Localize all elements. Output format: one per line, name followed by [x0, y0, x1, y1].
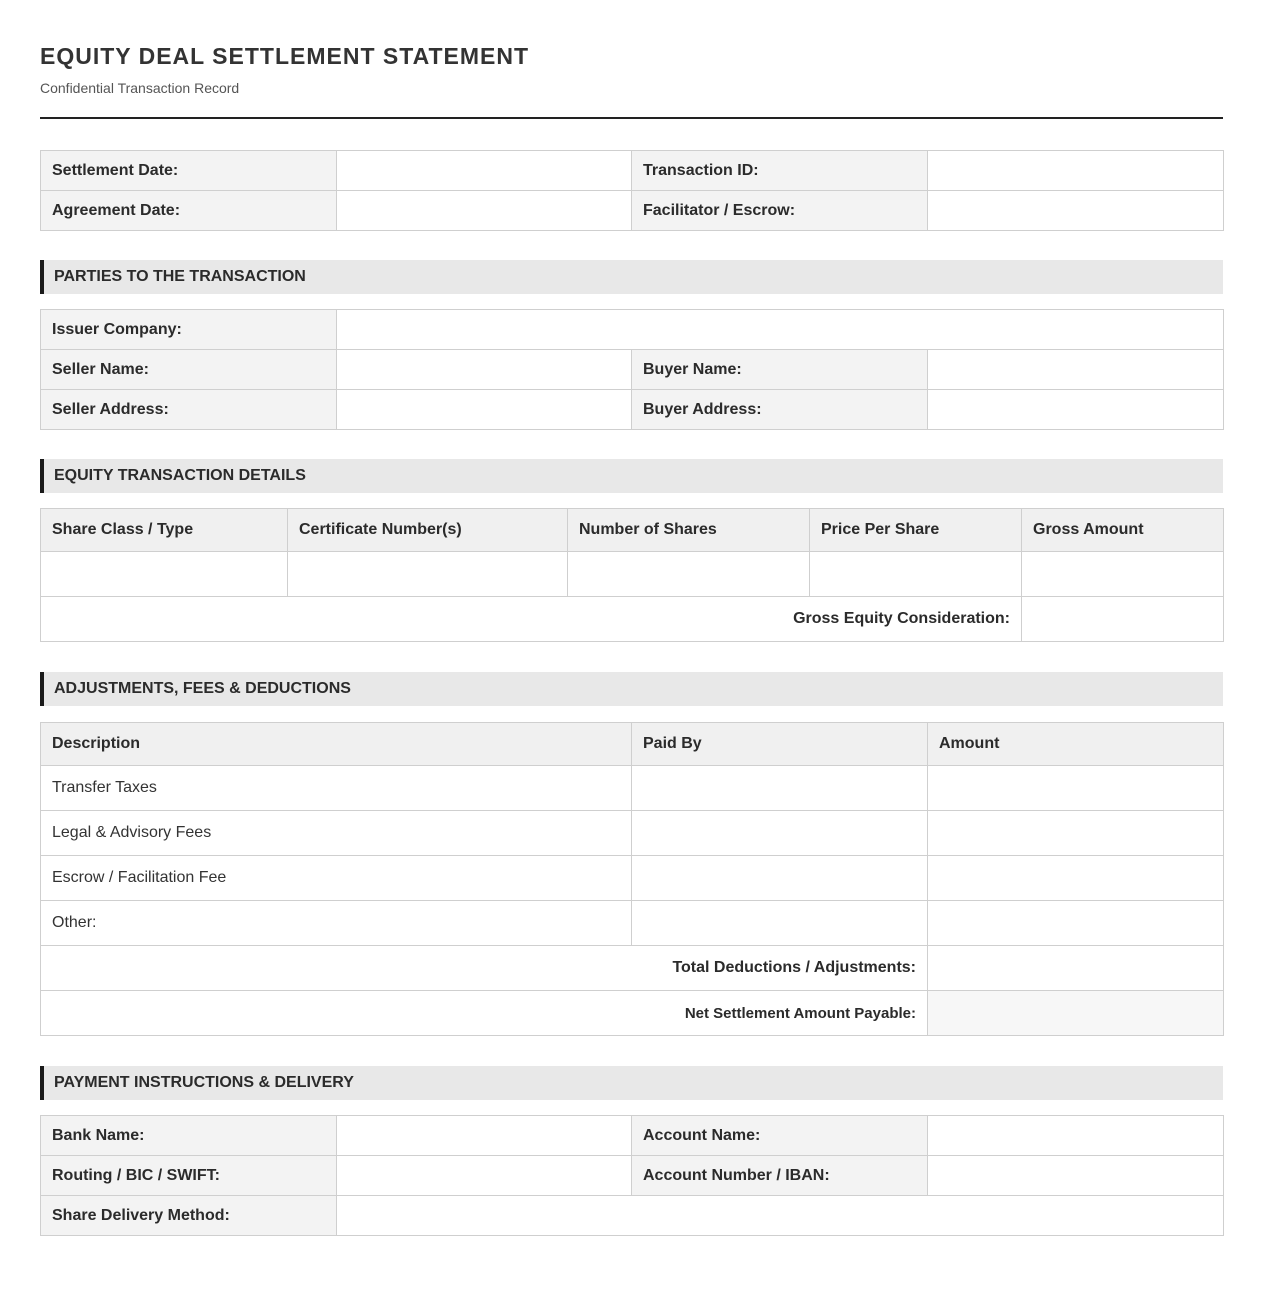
adjustment-description: Transfer Taxes — [41, 766, 632, 811]
account-number-label: Account Number / IBAN: — [632, 1156, 928, 1196]
seller-name-label: Seller Name: — [41, 350, 337, 390]
bank-name-label: Bank Name: — [41, 1116, 337, 1156]
paid-by-field[interactable] — [632, 856, 928, 901]
net-settlement-label: Net Settlement Amount Payable: — [41, 991, 928, 1036]
paid-by-field[interactable] — [632, 901, 928, 946]
column-header: Certificate Number(s) — [288, 509, 568, 552]
amount-field[interactable] — [928, 811, 1224, 856]
issuer-company-field[interactable] — [337, 310, 1224, 350]
payment-table — [40, 1115, 1224, 1236]
total-deductions-field[interactable] — [928, 946, 1224, 991]
section-heading-equity: EQUITY TRANSACTION DETAILS — [40, 459, 1223, 493]
gross-amount-field[interactable] — [1022, 552, 1224, 597]
buyer-address-field[interactable] — [928, 390, 1224, 430]
adjustment-description: Legal & Advisory Fees — [41, 811, 632, 856]
share-class-field[interactable] — [41, 552, 288, 597]
summary-table — [40, 150, 1224, 231]
share-delivery-method-field[interactable] — [337, 1196, 1224, 1236]
adjustments-table — [40, 722, 1224, 1036]
amount-field[interactable] — [928, 856, 1224, 901]
column-header: Amount — [928, 723, 1224, 766]
agreement-date-field[interactable] — [337, 191, 632, 231]
parties-table — [40, 309, 1224, 430]
seller-name-field[interactable] — [337, 350, 632, 390]
buyer-name-field[interactable] — [928, 350, 1224, 390]
facilitator-label: Facilitator / Escrow: — [632, 191, 928, 231]
table-row — [41, 811, 1224, 856]
amount-field[interactable] — [928, 901, 1224, 946]
column-header: Share Class / Type — [41, 509, 288, 552]
table-row — [41, 552, 1224, 597]
account-number-field[interactable] — [928, 1156, 1224, 1196]
settlement-date-label: Settlement Date: — [41, 151, 337, 191]
table-row — [41, 766, 1224, 811]
paid-by-field[interactable] — [632, 811, 928, 856]
page-title: EQUITY DEAL SETTLEMENT STATEMENT — [40, 43, 530, 69]
certificate-number-field[interactable] — [288, 552, 568, 597]
adjustment-description: Escrow / Facilitation Fee — [41, 856, 632, 901]
equity-table — [40, 508, 1224, 642]
transaction-id-field[interactable] — [928, 151, 1224, 191]
number-of-shares-field[interactable] — [568, 552, 810, 597]
total-deductions-label: Total Deductions / Adjustments: — [41, 946, 928, 991]
gross-equity-consideration-field[interactable] — [1022, 597, 1224, 642]
agreement-date-label: Agreement Date: — [41, 191, 337, 231]
issuer-company-label: Issuer Company: — [41, 310, 337, 350]
section-heading-adjustments: ADJUSTMENTS, FEES & DEDUCTIONS — [40, 672, 1223, 706]
settlement-date-field[interactable] — [337, 151, 632, 191]
routing-label: Routing / BIC / SWIFT: — [41, 1156, 337, 1196]
adjustment-description: Other: — [41, 901, 632, 946]
section-heading-payment: PAYMENT INSTRUCTIONS & DELIVERY — [40, 1066, 1223, 1100]
amount-field[interactable] — [928, 766, 1224, 811]
buyer-address-label: Buyer Address: — [632, 390, 928, 430]
seller-address-field[interactable] — [337, 390, 632, 430]
column-header: Gross Amount — [1022, 509, 1224, 552]
routing-field[interactable] — [337, 1156, 632, 1196]
table-row — [41, 856, 1224, 901]
paid-by-field[interactable] — [632, 766, 928, 811]
page-subtitle: Confidential Transaction Record — [40, 80, 240, 96]
section-heading-parties: PARTIES TO THE TRANSACTION — [40, 260, 1223, 294]
bank-name-field[interactable] — [337, 1116, 632, 1156]
column-header: Description — [41, 723, 632, 766]
account-name-label: Account Name: — [632, 1116, 928, 1156]
facilitator-field[interactable] — [928, 191, 1224, 231]
gross-equity-consideration-label: Gross Equity Consideration: — [41, 597, 1022, 642]
buyer-name-label: Buyer Name: — [632, 350, 928, 390]
seller-address-label: Seller Address: — [41, 390, 337, 430]
column-header: Price Per Share — [810, 509, 1022, 552]
header-divider — [40, 117, 1223, 119]
net-settlement-field[interactable] — [928, 991, 1224, 1036]
column-header: Number of Shares — [568, 509, 810, 552]
transaction-id-label: Transaction ID: — [632, 151, 928, 191]
price-per-share-field[interactable] — [810, 552, 1022, 597]
share-delivery-method-label: Share Delivery Method: — [41, 1196, 337, 1236]
table-row — [41, 901, 1224, 946]
column-header: Paid By — [632, 723, 928, 766]
account-name-field[interactable] — [928, 1116, 1224, 1156]
